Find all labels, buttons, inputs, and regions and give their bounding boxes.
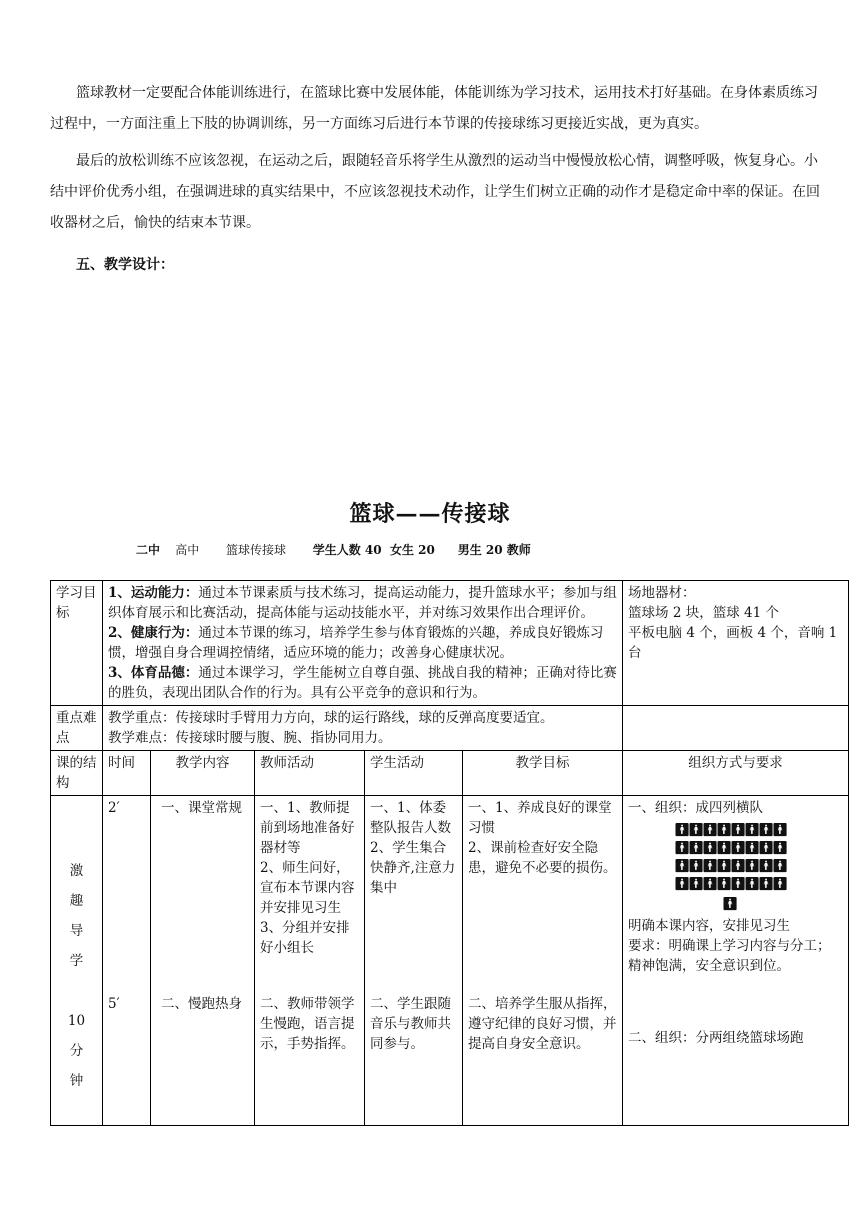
student-figure-icon: 🚹︎ [730, 823, 747, 838]
header-goal: 教学目标 [463, 751, 623, 796]
student-figure-icon: 🚹︎ [744, 823, 761, 838]
goals-cell [103, 581, 623, 706]
student-figure-icon: 🚹︎ [744, 841, 761, 856]
section-heading: 五、教学设计： [76, 257, 174, 273]
student-figure-icon: 🚹︎ [772, 823, 789, 838]
teacher-2: 二、教师带领学生慢跑，语言提示，手势指挥。 [260, 996, 355, 1052]
header-content: 教学内容 [151, 751, 255, 796]
key-cell [103, 706, 623, 751]
student-figure-icon: 🚹︎ [674, 841, 691, 856]
org-note: 明确本课内容，安排见习生 要求：明确课上学习内容与分工； 精神饱满，安全意识到位。 [628, 918, 831, 974]
lesson-topic: 篮球传接球 [226, 543, 287, 557]
content-2: 二、慢跑热身 [161, 996, 242, 1012]
goal3-heading: 3、体育品德： [108, 665, 199, 681]
student-1: 一、1、体委整队报告人数 2、学生集合快静齐,注意力集中 [370, 800, 456, 896]
goal1-heading: 1、运动能力： [108, 585, 199, 601]
student-figure-icon: 🚹︎ [716, 841, 733, 856]
lesson-title: 篮球——传接球 [349, 501, 511, 527]
intro-paragraph-1: 篮球教材一定要配合体能训练进行，在篮球比赛中发展体能，体能训练为学习技术，运用技术打好基础。在身体素质练习过程中，一方面注重上下肢的协调训练，另一方面练习后进行本节课的传接球练习更接近实战，更为真实。 [50, 85, 818, 132]
student-figure-icon: 🚹︎ [688, 823, 705, 838]
goal-1: 一、1、养成良好的课堂习惯 2、课前检查好安全隐患，避免不必要的损伤。 [468, 800, 617, 876]
header-org: 组织方式与要求 [623, 751, 849, 796]
key-points-row [51, 706, 849, 751]
student-figure-icon: 🚹︎ [758, 877, 775, 892]
intro-paragraph-2: 最后的放松训练不应该忽视，在运动之后，跟随轻音乐将学生从激烈的运动当中慢慢放松心情，调整呼吸，恢复身心。小结中评价优秀小组，在强调进球的真实结果中，不应该忽视技术动作，让学生们树立正确的动作才是稳定命中率的保证。在回收器材之后，愉快的结束本节课。 [50, 153, 820, 231]
school-name: 二中 [136, 543, 161, 557]
student-figure-icon: 🚹︎ [772, 841, 789, 856]
student-figure-icon: 🚹︎ [744, 877, 761, 892]
grade-level: 高中 [175, 543, 200, 557]
student-figure-icon: 🚹︎ [716, 877, 733, 892]
student-figure-icon: 🚹︎ [688, 877, 705, 892]
student-figure-icon: 🚹︎ [730, 841, 747, 856]
goal1-text: 通过本节课素质与技术练习，提高运动能力，提升篮球水平；参加与组织体育展示和比赛活动，提高体能与运动技能水平，并对练习效果作出合理评价。 [108, 585, 617, 621]
student-figure-icon: 🚹︎ [758, 841, 775, 856]
key-point: 教学重点：传接球时手臂用力方向，球的运行路线，球的反弹高度要适宜。 [108, 710, 554, 726]
student-figure-icon: 🚹︎ [702, 823, 719, 838]
org-cell [623, 796, 849, 1126]
equipment-cell [623, 581, 849, 706]
student-stats: 学生人数 40 女生 20 [312, 543, 435, 557]
student-figure-icon: 🚹︎ [674, 877, 691, 892]
org-title: 一、组织：成四列横队 [628, 800, 764, 816]
teacher-cell [255, 796, 365, 1126]
student-figure-icon: 🚹︎ [730, 877, 747, 892]
goals-label: 学习目标 [51, 581, 103, 706]
section-label: 激 趣 导 学 10 分 钟 [51, 796, 103, 1126]
student-figure-icon: 🚹︎ [702, 841, 719, 856]
student-figure-icon: 🚹︎ [688, 859, 705, 874]
content-1: 一、课堂常规 [161, 800, 242, 816]
student-figure-icon: 🚹︎ [758, 823, 775, 838]
formation-diagram [674, 822, 843, 894]
goal3-text: 通过本课学习，学生能树立自尊自强、挑战自我的精神；正确对待比赛的胜负，表现出团队合作的行为。具有公平竞争的意识和行为。 [108, 665, 617, 701]
equipment-devices: 平板电脑 4 个，画板 4 个，音响 1 台 [628, 625, 838, 661]
difficulty-point: 教学难点：传接球时腰与腹、腕、指协同用力。 [108, 730, 392, 746]
goal-2: 二、培养学生服从指挥，遵守纪律的良好习惯，并提高自身安全意识。 [468, 996, 617, 1052]
header-teacher: 教师活动 [255, 751, 365, 796]
header-time: 时间 [103, 751, 151, 796]
student-2: 二、学生跟随音乐与教师共同参与。 [370, 996, 451, 1052]
time-1: 2′ [108, 800, 120, 816]
student-cell [365, 796, 463, 1126]
student-figure-icon: 🚹︎ [702, 877, 719, 892]
student-figure-icon: 🚹︎ [674, 859, 691, 874]
student-figure-icon: 🚹︎ [716, 859, 733, 874]
lesson-subtitle [136, 541, 531, 558]
lesson-plan-table [50, 580, 849, 1126]
header-row [51, 751, 849, 796]
teacher-figure-icon: 🚹︎ [722, 897, 739, 912]
student-figure-icon: 🚹︎ [772, 877, 789, 892]
student-figure-icon: 🚹︎ [716, 823, 733, 838]
student-figure-icon: 🚹︎ [758, 859, 775, 874]
equipment-courts: 篮球场 2 块，篮球 41 个 [628, 605, 779, 621]
section-row [51, 796, 849, 1126]
goal-cell [463, 796, 623, 1126]
student-figure-icon: 🚹︎ [730, 859, 747, 874]
student-figure-icon: 🚹︎ [702, 859, 719, 874]
org-2: 二、组织：分两组绕篮球场跑 [628, 1030, 804, 1046]
content-cell [151, 796, 255, 1126]
key-label: 重点难点 [51, 706, 103, 751]
header-student: 学生活动 [365, 751, 463, 796]
time-2: 5′ [108, 996, 120, 1012]
time-cell [103, 796, 151, 1126]
student-figure-icon: 🚹︎ [772, 859, 789, 874]
student-figure-icon: 🚹︎ [688, 841, 705, 856]
goals-row [51, 581, 849, 706]
boys-teacher-stats: 男生 20 教师 [457, 543, 531, 557]
goal2-heading: 2、健康行为： [108, 625, 199, 641]
equipment-label: 场地器材： [628, 585, 696, 601]
student-figure-icon: 🚹︎ [744, 859, 761, 874]
student-figure-icon: 🚹︎ [674, 823, 691, 838]
header-structure: 课的结构 [51, 751, 103, 796]
goal2-text: 通过本节课的练习，培养学生参与体育锻炼的兴趣，养成良好锻炼习惯，增强自身合理调控情绪，适应环境的能力；改善身心健康状况。 [108, 625, 604, 661]
teacher-1: 一、1、教师提前到场地准备好器材等 2、师生问好，宣布本节课内容并安排见习生 3、分组并安排好小组长 [260, 800, 355, 956]
